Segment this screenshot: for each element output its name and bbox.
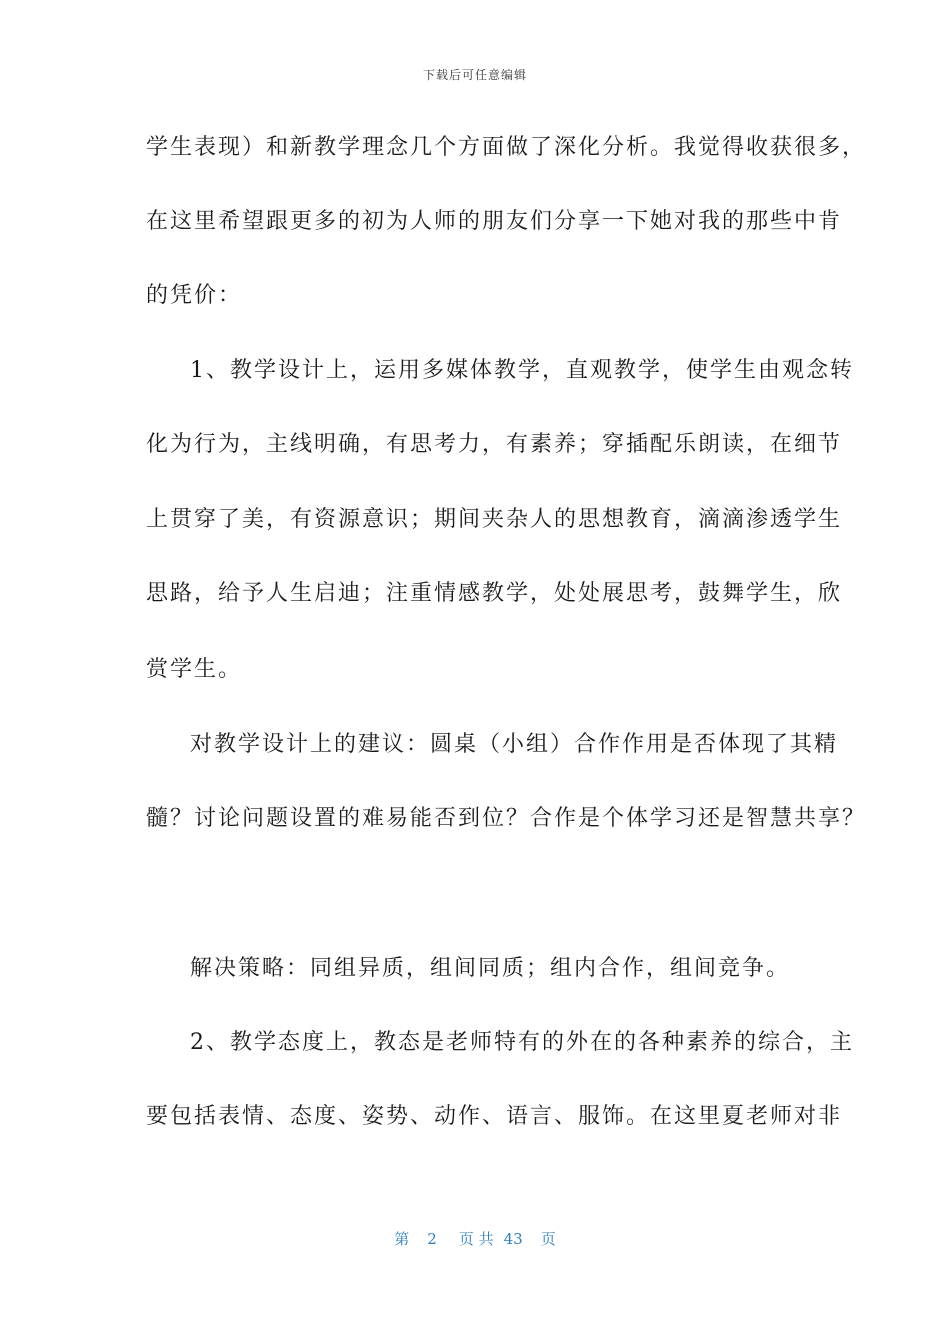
footer-prefix: 第 [394, 1230, 410, 1248]
body-line-4: 1、教学设计上，运用多媒体教学，直观教学，使学生由观念转 [190, 358, 854, 383]
body-line-6: 上贯穿了美，有资源意识；期间夹杂人的思想教育，滴滴渗透学生 [146, 507, 843, 532]
footer-suffix: 页 [540, 1230, 556, 1248]
body-line-11: 解决策略：同组异质，组间同质；组内合作，组间竞争。 [190, 956, 791, 981]
body-line-8: 赏学生。 [146, 657, 243, 682]
body-line-9: 对教学设计上的建议：圆桌（小组）合作作用是否体现了其精 [190, 732, 839, 757]
body-line-7: 思路，给予人生启迪；注重情感教学，处处展思考，鼓舞学生，欣 [146, 581, 843, 606]
footer-total-pages: 43 [503, 1230, 523, 1248]
body-line-10: 髓？讨论问题设置的难易能否到位？合作是个体学习还是智慧共享？ [146, 806, 867, 831]
body-line-3: 的凭价： [146, 283, 243, 308]
footer-current-page: 2 [427, 1230, 437, 1248]
body-line-2: 在这里希望跟更多的初为人师的朋友们分享一下她对我的那些中肯 [146, 209, 843, 234]
body-line-13: 要包括表情、态度、姿势、动作、语言、服饰。在这里夏老师对非 [146, 1104, 843, 1129]
page-footer [0, 1228, 950, 1249]
body-line-1: 学生表现）和新教学理念几个方面做了深化分析。我觉得收获很多， [146, 135, 867, 160]
footer-middle: 页 共 [458, 1230, 494, 1248]
body-line-5: 化为行为，主线明确，有思考力，有素养；穿插配乐朗读，在细节 [146, 432, 843, 457]
body-line-12: 2、教学态度上，教态是老师特有的外在的各种素养的综合，主 [190, 1030, 854, 1055]
page-header: 下载后可任意编辑 [422, 68, 527, 82]
